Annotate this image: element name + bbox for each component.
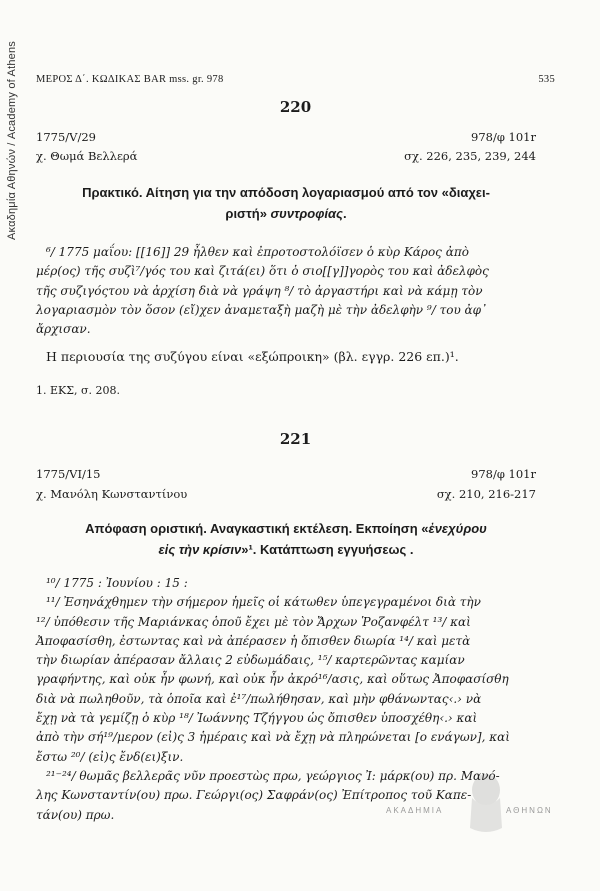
doc221-text-line: τάν(ου) πρω.: [36, 807, 115, 822]
doc221-ref: 978/φ 101r: [471, 467, 536, 481]
document-number-220: 220: [279, 98, 312, 116]
doc220-title-part: ριστή»: [225, 206, 271, 221]
doc221-title-line2: [36, 539, 536, 560]
page-number: 535: [538, 74, 555, 85]
doc221-title-line1: [36, 518, 536, 539]
doc221-title-italic: ἐνεχύρου: [428, 521, 487, 536]
running-head: [36, 74, 555, 85]
doc220-title-line2: [36, 203, 536, 224]
doc220-meta-row-1: [36, 130, 536, 144]
doc221-text-line: διὰ νὰ πωληθοῦν, τὰ ὁποῖα καὶ ἐ¹⁷/πωλήθησαν, καὶ μὴν φθάνωντας‹.› νὰ: [36, 691, 482, 706]
watermark-text-right: ΑΘΗΝΩΝ: [506, 806, 553, 815]
doc221-text-line: ἔχῃ νὰ τὰ γεμίζῃ ὁ κὺρ ¹⁸/ Ἰωάννης Τζήγγου ὡς ὄπισθεν ὑποσχέθη‹.› καὶ: [36, 711, 478, 726]
doc221-person: χ. Μανόλη Κωνσταντίνου: [36, 487, 188, 501]
doc220-text-line: ⁶/ 1775 μαΐου: [[16]] 29 ἦλθεν καὶ ἐπροτοστολόϊσεν ὁ κὺρ Κάρος ἀπὸ: [46, 245, 469, 259]
doc221-text-line: ἀπὸ τὴν σή¹⁹/μερον (εἰ)ς 3 ἡμέραις καὶ νὰ ἔχῃ νὰ πληρώνεται [ο ενάγων], καὶ: [36, 730, 510, 745]
doc221-text-line: τὴν διωρίαν ἀπέρασαν ἄλλαις 2 εὐδωμάδαις, ¹⁵/ καρτερῶντας καμίαν: [36, 653, 465, 668]
doc220-title-end: .: [342, 206, 347, 221]
doc221-text-line: ¹¹/ Ἐσηνάχθημεν τὴν σήμερον ἡμεῖς οἱ κάτωθεν ὑπεγεγραμένοι διὰ τὴν: [46, 595, 481, 610]
doc221-date: 1775/VI/15: [36, 467, 101, 481]
doc221-text-line: Ἀποφασίσθη, ἐστωντας καὶ νὰ ἀπέρασεν ἡ ὄπισθεν διωρία ¹⁴/ καὶ μετὰ: [36, 633, 471, 648]
doc220-text-line: τῆς συζιγόςτου νὰ ἀρχίση διὰ νὰ γράψη ⁸/ τὸ ἀργαστήρι καὶ νὰ κάμῃ τὸν: [36, 283, 483, 298]
doc221-text-line: ²¹⁻²⁴/ θωμᾶς βελλερᾶς νῦν προεστὼς πρω, γεώργιος Ἰ: μάρκ(ου) πρ. Μανό-: [46, 768, 500, 783]
doc220-footnote: 1. ΕΚΣ, σ. 208.: [36, 384, 121, 397]
doc221-meta-row-2: [36, 487, 536, 501]
doc221-meta-row-1: [36, 467, 536, 481]
doc221-cross-refs: σχ. 210, 216-217: [436, 487, 536, 501]
academy-seal-watermark-icon: [456, 768, 516, 838]
doc221-title-end: »¹. Κατάπτωση εγγυήσεως .: [241, 542, 414, 557]
doc220-text-line: λογαριασμὸν τὸν ὅσον (εἴ)χεν ἀναμεταξὴ μαζὴ μὲ τὴν ἀδελφὴν ⁹/ του ἀφ᾽: [36, 302, 488, 317]
doc220-text-line: ἄρχισαν.: [36, 322, 91, 337]
document-number-221: 221: [279, 430, 312, 448]
doc220-person: χ. Θωμά Βελλερά: [36, 149, 138, 163]
doc221-text-line: λης Κωνσταντίν(ου) πρω. Γεώργι(ος) Σαφράν(ος) Ἐπίτροπος τοῦ Καπε-: [36, 788, 472, 803]
watermark-text-left: ΑΚΑΔΗΜΙΑ: [386, 806, 444, 815]
doc221-text-line: ¹²/ ὑπόθεσιν τῆς Μαριάνκας ὁποῦ ἔχει μὲ τὸν Ἄρχων Ῥοζανφέλτ ¹³/ καὶ: [36, 614, 471, 629]
doc220-title-line1: Πρακτικό. Αίτηση για την απόδοση λογαριασμού από τον «διαχει-: [82, 185, 490, 200]
doc220-date: 1775/V/29: [36, 130, 96, 144]
doc220-summary: Η περιουσία της συζύγου είναι «εξώπροικη» (βλ. εγγρ. 226 επ.)¹.: [46, 349, 459, 364]
doc221-text-line: γραφήντης, καὶ οὐκ ἦν φωνή, καὶ οὐκ ἦν ἀκρό¹⁶/ασις, καὶ οὕτως Ἀποφασίσθη: [36, 672, 509, 687]
doc220-text-line: μέρ(ος) τῆς συζὶ⁷/γός του καὶ ζιτά(ει) ὅτι ὁ σιο[[γ]]γορὸς του καὶ ἀδελφὸς: [36, 264, 489, 279]
doc220-title-italic: συντροφίας: [270, 206, 343, 221]
doc220-text: [36, 243, 541, 339]
doc220-title: [36, 182, 536, 224]
doc221-title: [36, 518, 536, 560]
running-head-title: ΜΕΡΟΣ Δ΄. ΚΩΔΙΚΑΣ BAR mss. gr. 978: [36, 74, 224, 85]
doc221-title-italic: εἰς τὴν κρίσιν: [158, 542, 242, 557]
doc220-meta-row-2: [36, 149, 536, 163]
doc220-cross-refs: σχ. 226, 235, 239, 244: [404, 149, 536, 163]
doc221-text-line: ¹⁰/ 1775 : Ἰουνίου : 15 :: [46, 576, 188, 590]
doc221-text-line: ἔστω ²⁰/ (εἰ)ς ἔνδ(ει)ξιν.: [36, 749, 184, 764]
side-stamp: Ακαδημία Αθηνών / Academy of Athens: [6, 40, 18, 240]
doc221-title-part: Απόφαση οριστική. Αναγκαστική εκτέλεση. Εκποίηση «: [85, 521, 429, 536]
page: [36, 0, 576, 891]
doc220-ref: 978/φ 101r: [471, 130, 536, 144]
